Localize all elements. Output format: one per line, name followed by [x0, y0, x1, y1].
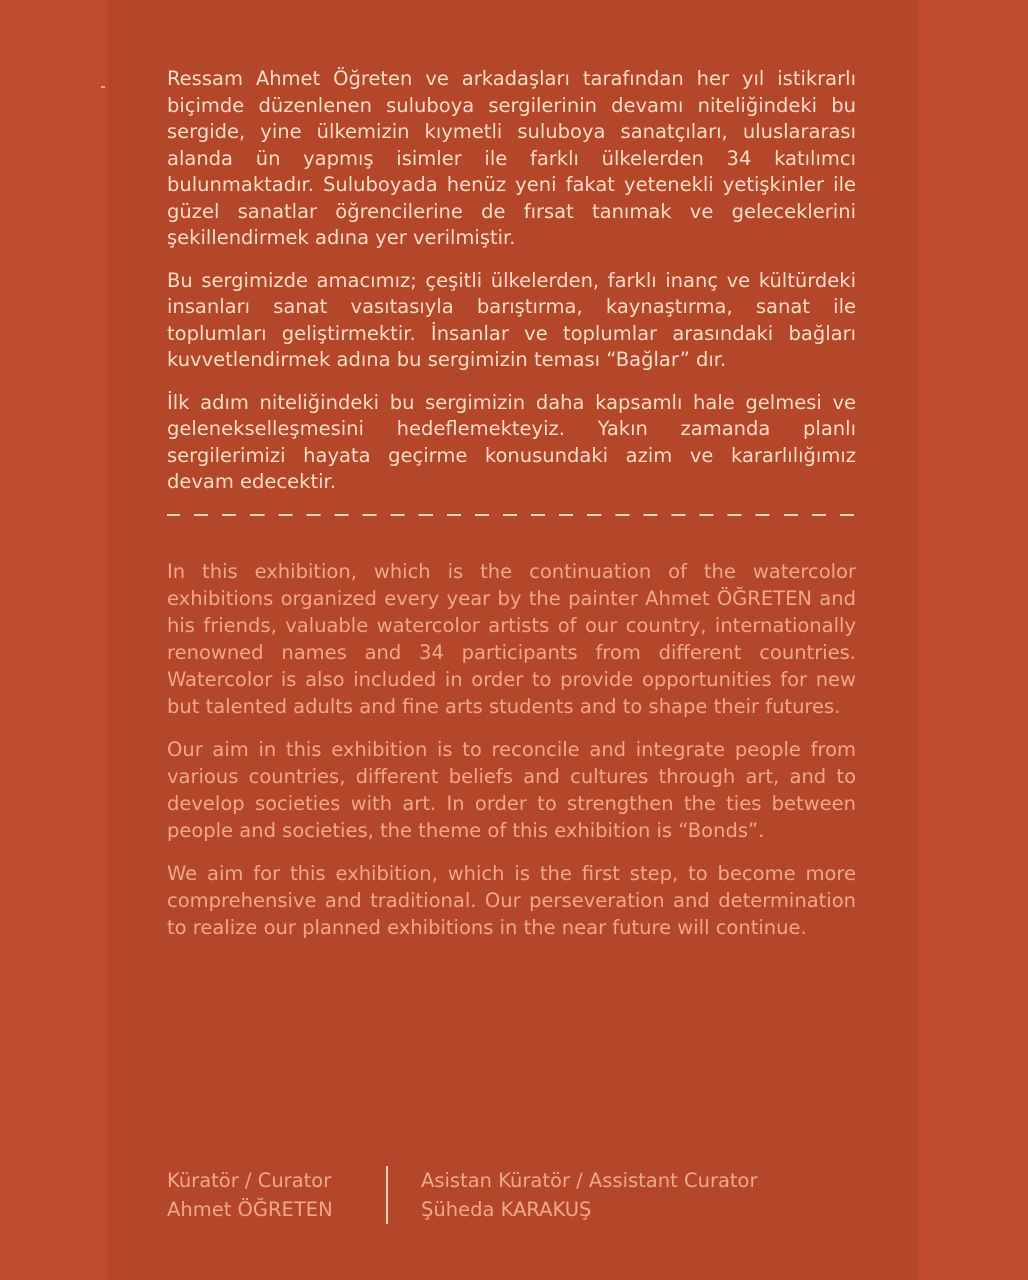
turkish-paragraph-1: Ressam Ahmet Öğreten ve arkadaşları tarafından her yıl istikrarlı biçimde düzenlenen suluboya sergilerinin devamı niteliğindeki bu sergide, yine ülkemizin kıymetli suluboya sanatçıları, uluslararası alanda ün yapmış isimler ile farklı ülkelerden 34 katılımcı bulunmaktadır. Suluboyada henüz yeni fakat yetenekli yetişkinler ile güzel sanatlar öğrencilerine de fırsat tanımak ve geleceklerini şekillendirmek adına yer verilmiştir.: [167, 67, 856, 249]
text-column: [167, 66, 856, 941]
credit-separator: [386, 1166, 388, 1224]
assistant-curator-name: Şüheda KARAKUŞ: [421, 1198, 592, 1221]
curator-credit: [167, 1166, 333, 1224]
assistant-curator-credit: [421, 1166, 758, 1224]
turkish-paragraph-2: Bu sergimizde amacımız; çeşitli ülkelerden, farklı inanç ve kültürdeki insanları sanat vasıtasıyla barıştırma, kaynaştırma, sanat ile toplumları geliştirmektir. İnsanlar ve toplumlar arasındaki bağları kuvvetlendirmek adına bu sergimizin teması “Bağlar” dır.: [167, 268, 856, 371]
english-paragraph-2: Our aim in this exhibition is to reconcile and integrate people from various countries, different beliefs and cultures through art, and to develop societies with art. In order to strengthen the ties between people and societies, the theme of this exhibition is “Bonds”.: [167, 737, 856, 842]
assistant-curator-role: Asistan Küratör / Assistant Curator: [421, 1169, 758, 1192]
turkish-paragraph-3: İlk adım niteliğindeki bu sergimizin daha kapsamlı hale gelmesi ve gelenekselleşmesini hedeflemekteyiz. Yakın zamanda planlı sergilerimizi hayata geçirme konusundaki azim ve kararlılığımız devam edecektir.: [167, 390, 856, 493]
english-section: [167, 558, 856, 941]
edge-mark: [101, 86, 105, 88]
credits: [167, 1166, 856, 1226]
curator-name: Ahmet ÖĞRETEN: [167, 1198, 333, 1221]
dashed-divider: [167, 514, 856, 516]
english-paragraph-1: In this exhibition, which is the continuation of the watercolor exhibitions organized every year by the painter Ahmet ÖĞRETEN and his friends, valuable watercolor artists of our country, internationally renowned names and 34 participants from different countries. Watercolor is also included in order to provide opportunities for new but talented adults and fine arts students and to shape their futures.: [167, 559, 856, 718]
turkish-section: [167, 66, 856, 496]
curator-role: Küratör / Curator: [167, 1169, 332, 1192]
english-paragraph-3: We aim for this exhibition, which is the first step, to become more comprehensive and traditional. Our perseveration and determination to realize our planned exhibitions in the near future will continue.: [167, 861, 856, 939]
